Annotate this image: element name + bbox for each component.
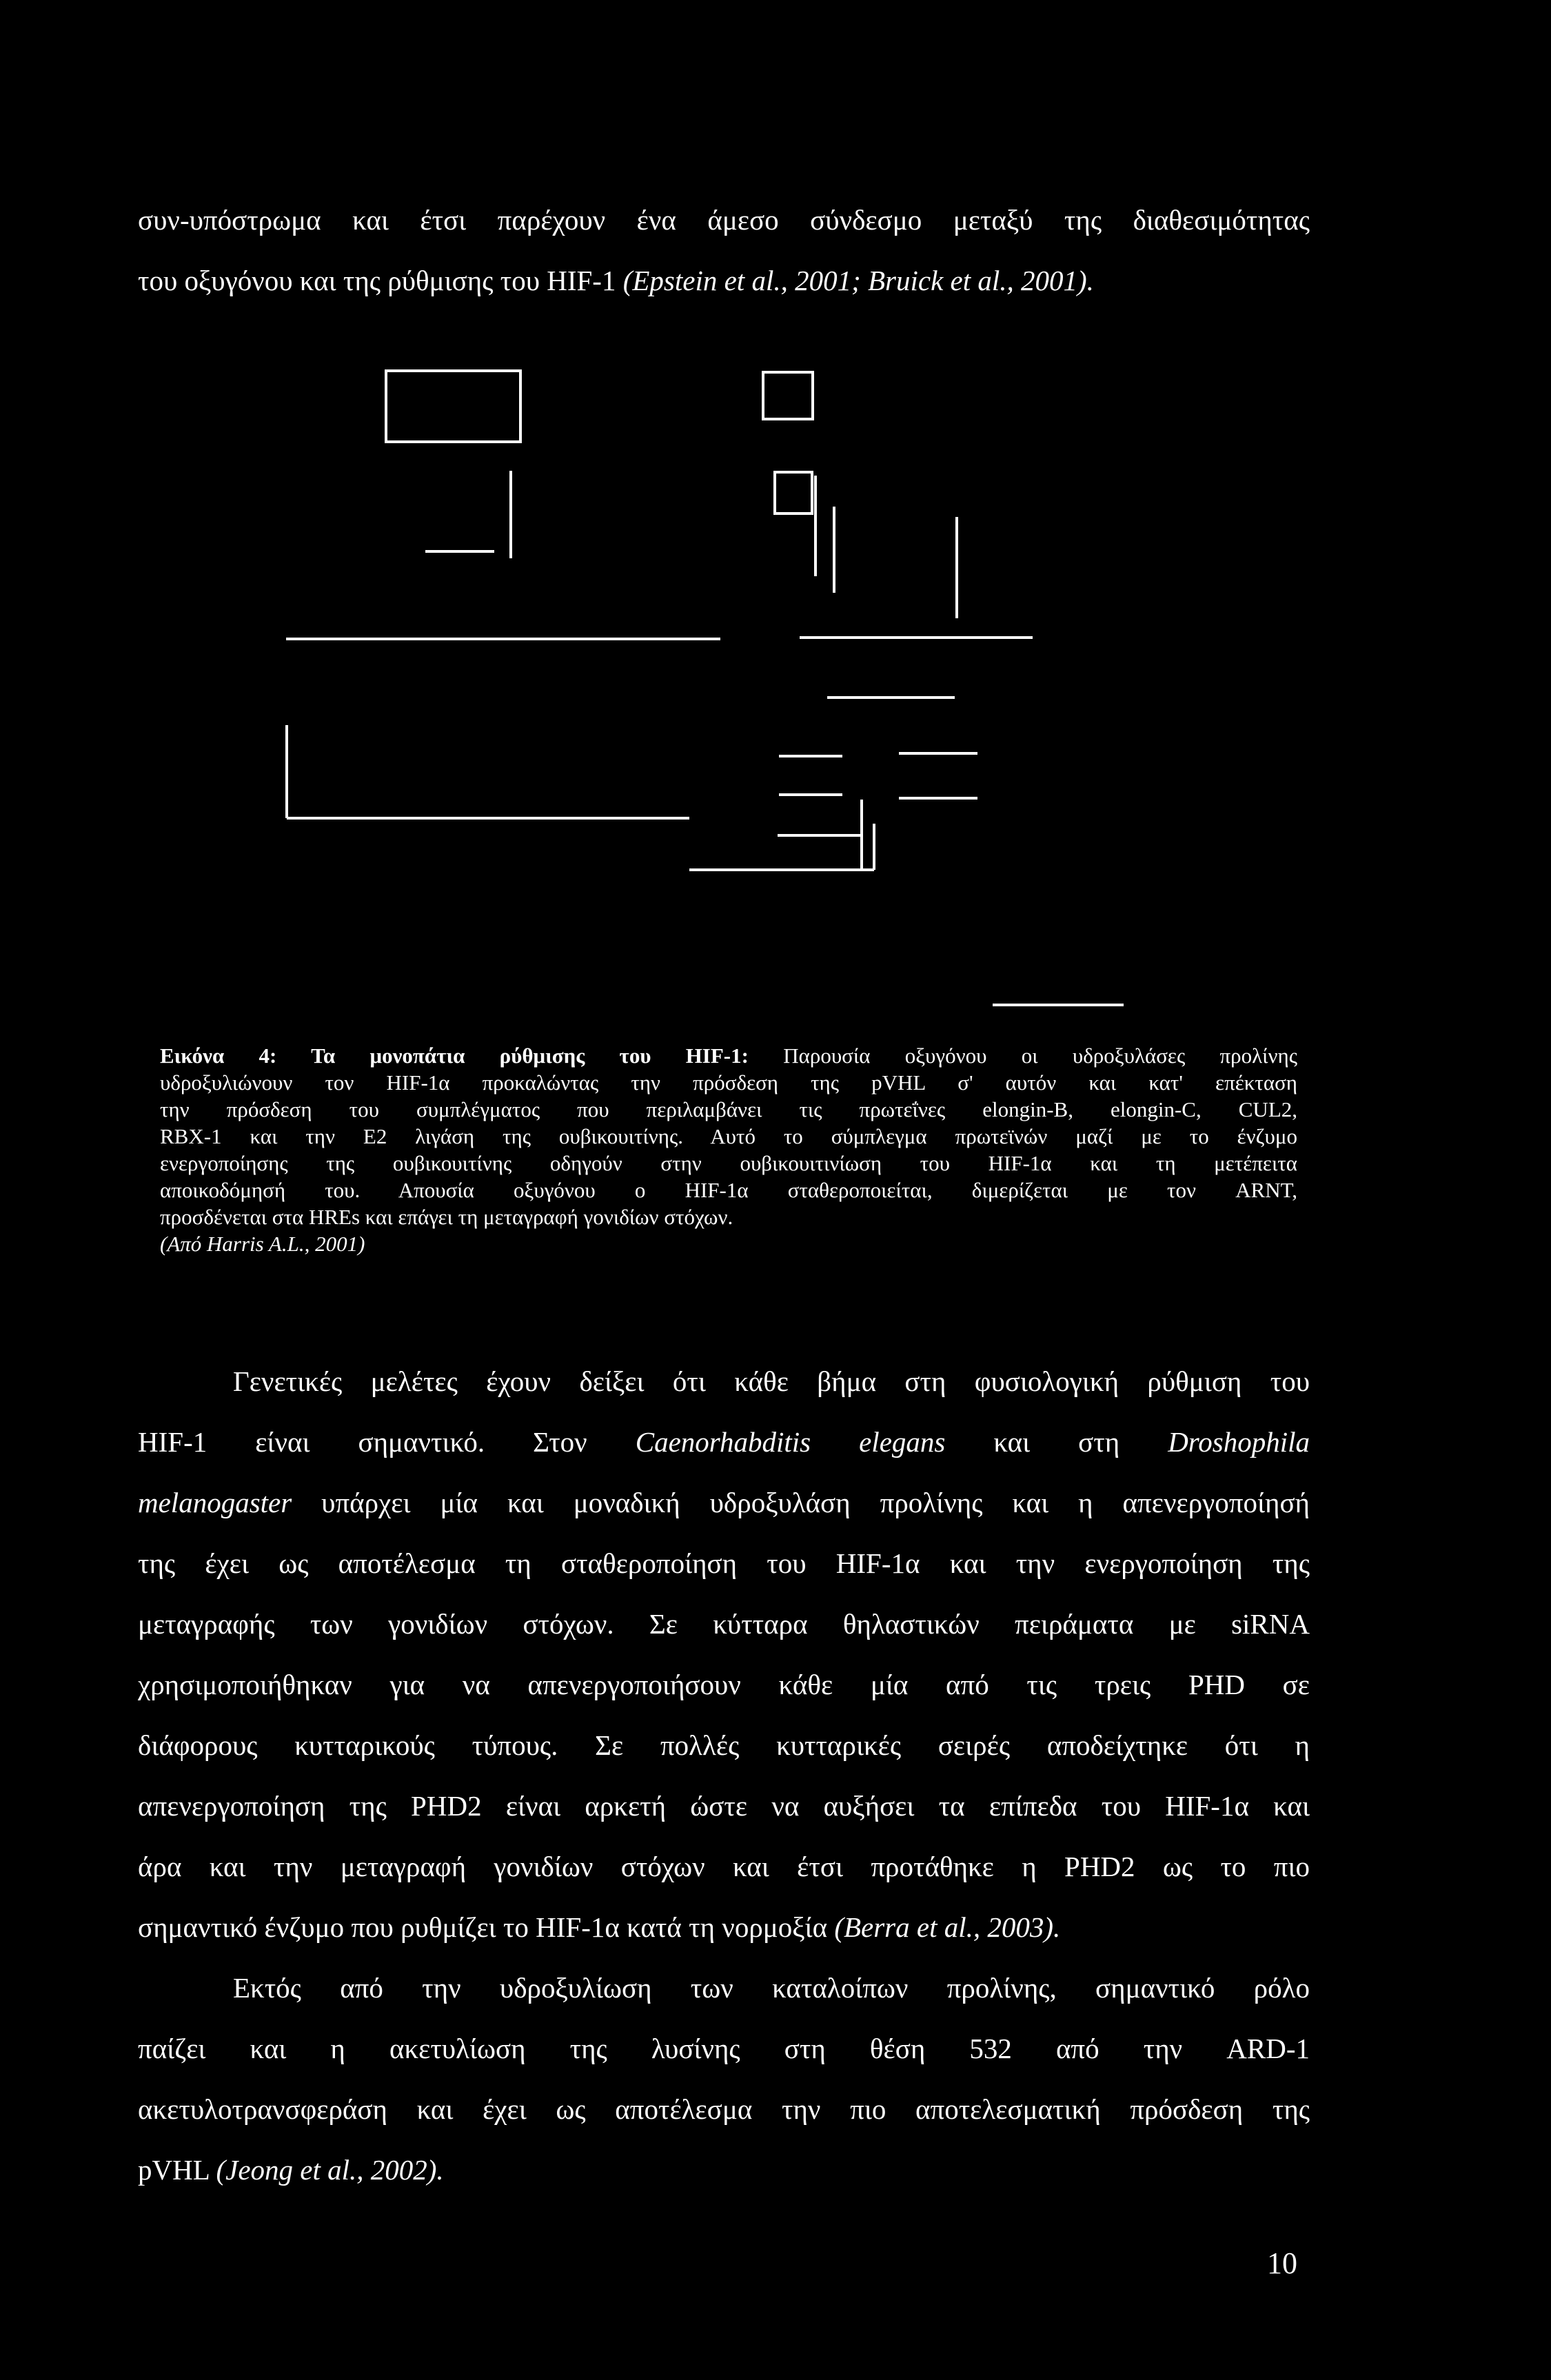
intro-line-2: του οξυγόνου και της ρύθμισης του HIF-1 (Epstein et al., 2001; Bruick et al., 2001). [138, 265, 1094, 296]
p3-line-3: ακετυλοτρανσφεράση και έχει ως αποτέλεσμα την πιο αποτελεσματική πρόσδεση της [138, 2093, 1310, 2125]
caption-line-3: την πρόσδεση του συμπλέγματος που περιλαμβάνει τις πρωτεΐνες elongin-B, elongin-C, CUL2, [160, 1097, 1297, 1121]
body-paragraph-3 [138, 1957, 1310, 2200]
intro-line-1: συν-υπόστρωμα και έτσι παρέχουν ένα άμεσο σύνδεσμο μεταξύ της διαθεσιμότητας [138, 204, 1310, 236]
figure-4-diagram [0, 0, 1551, 1048]
figure-caption [160, 1042, 1297, 1257]
caption-line-7: προσδένεται στα HREs και επάγει τη μεταγραφή γονιδίων στόχων. [160, 1205, 733, 1229]
figure-box-large [386, 371, 520, 442]
caption-line-5: ενεργοποίησης της ουβικουιτίνης οδηγούν στην ουβικουιτινίωση του HIF-1α και τη μετέπειτα [160, 1151, 1297, 1175]
p2-line-2: HIF-1 είναι σημαντικό. Στον Caenorhabditis elegans και στη Droshophila [138, 1426, 1310, 1458]
p3-line-2: παίζει και η ακετυλίωση της λυσίνης στη θέση 532 από την ARD-1 [138, 2033, 1310, 2064]
p3-line-4: pVHL (Jeong et al., 2002). [138, 2154, 444, 2186]
p2-line-7: διάφορους κυτταρικούς τύπους. Σε πολλές κυτταρικές σειρές αποδείχτηκε ότι η [138, 1729, 1310, 1761]
p2-line-5: μεταγραφής των γονιδίων στόχων. Σε κύτταρα θηλαστικών πειράματα με siRNA [138, 1608, 1310, 1640]
p2-line-1: Γενετικές μελέτες έχουν δείξει ότι κάθε βήμα στη φυσιολογική ρύθμιση του [233, 1365, 1310, 1397]
citation: (Epstein et al., 2001; Bruick et al., 2001). [622, 265, 1094, 296]
caption-line-6: αποικοδόμησή του. Απουσία οξυγόνου ο HIF-1α σταθεροποιείται, διμερίζεται με τον ARNT, [160, 1178, 1297, 1202]
p2-line-9: άρα και την μεταγραφή γονιδίων στόχων και έτσι προτάθηκε η PHD2 ως το πιο [138, 1851, 1310, 1882]
caption-source: (Από Harris A.L., 2001) [160, 1232, 365, 1256]
p2-line-6: χρησιμοποιήθηκαν για να απενεργοποιήσουν κάθε μία από τις τρεις PHD σε [138, 1669, 1310, 1700]
caption-label: Εικόνα 4: Τα μονοπάτια ρύθμισης του HIF-1: [160, 1044, 749, 1068]
figure-box-small-top [763, 372, 813, 419]
p2-line-10: σημαντικό ένζυμο που ρυθμίζει το HIF-1α κατά τη νορμοξία (Berra et al., 2003). [138, 1911, 1061, 1943]
caption-line-4: RBX-1 και την E2 λιγάση της ουβικουιτίνης. Αυτό το σύμπλεγμα πρωτεϊνών μαζί με το ένζυμο [160, 1124, 1297, 1148]
p3-line-1: Εκτός από την υδροξυλίωση των καταλοίπων προλίνης, σημαντικό ρόλο [233, 1972, 1310, 2004]
body-paragraph-2 [138, 1351, 1310, 1957]
caption-line-1: Εικόνα 4: Τα μονοπάτια ρύθμισης του HIF-1: Παρουσία οξυγόνου οι υδροξυλάσες προλίνης [160, 1044, 1297, 1068]
figure-box-small-mid [775, 472, 812, 513]
caption-line-2: υδροξυλιώνουν τον HIF-1α προκαλώντας την πρόσδεση της pVHL σ' αυτόν και κατ' επέκταση [160, 1070, 1297, 1095]
p2-line-3: melanogaster υπάρχει μία και μοναδική υδροξυλάση προλίνης και η απενεργοποίησή [138, 1487, 1310, 1518]
page-number: 10 [1267, 2246, 1297, 2280]
p2-line-8: απενεργοποίηση της PHD2 είναι αρκετή ώστε να αυξήσει τα επίπεδα του HIF-1α και [138, 1790, 1310, 1822]
p2-line-4: της έχει ως αποτέλεσμα τη σταθεροποίηση του HIF-1α και την ενεργοποίηση της [138, 1547, 1310, 1579]
